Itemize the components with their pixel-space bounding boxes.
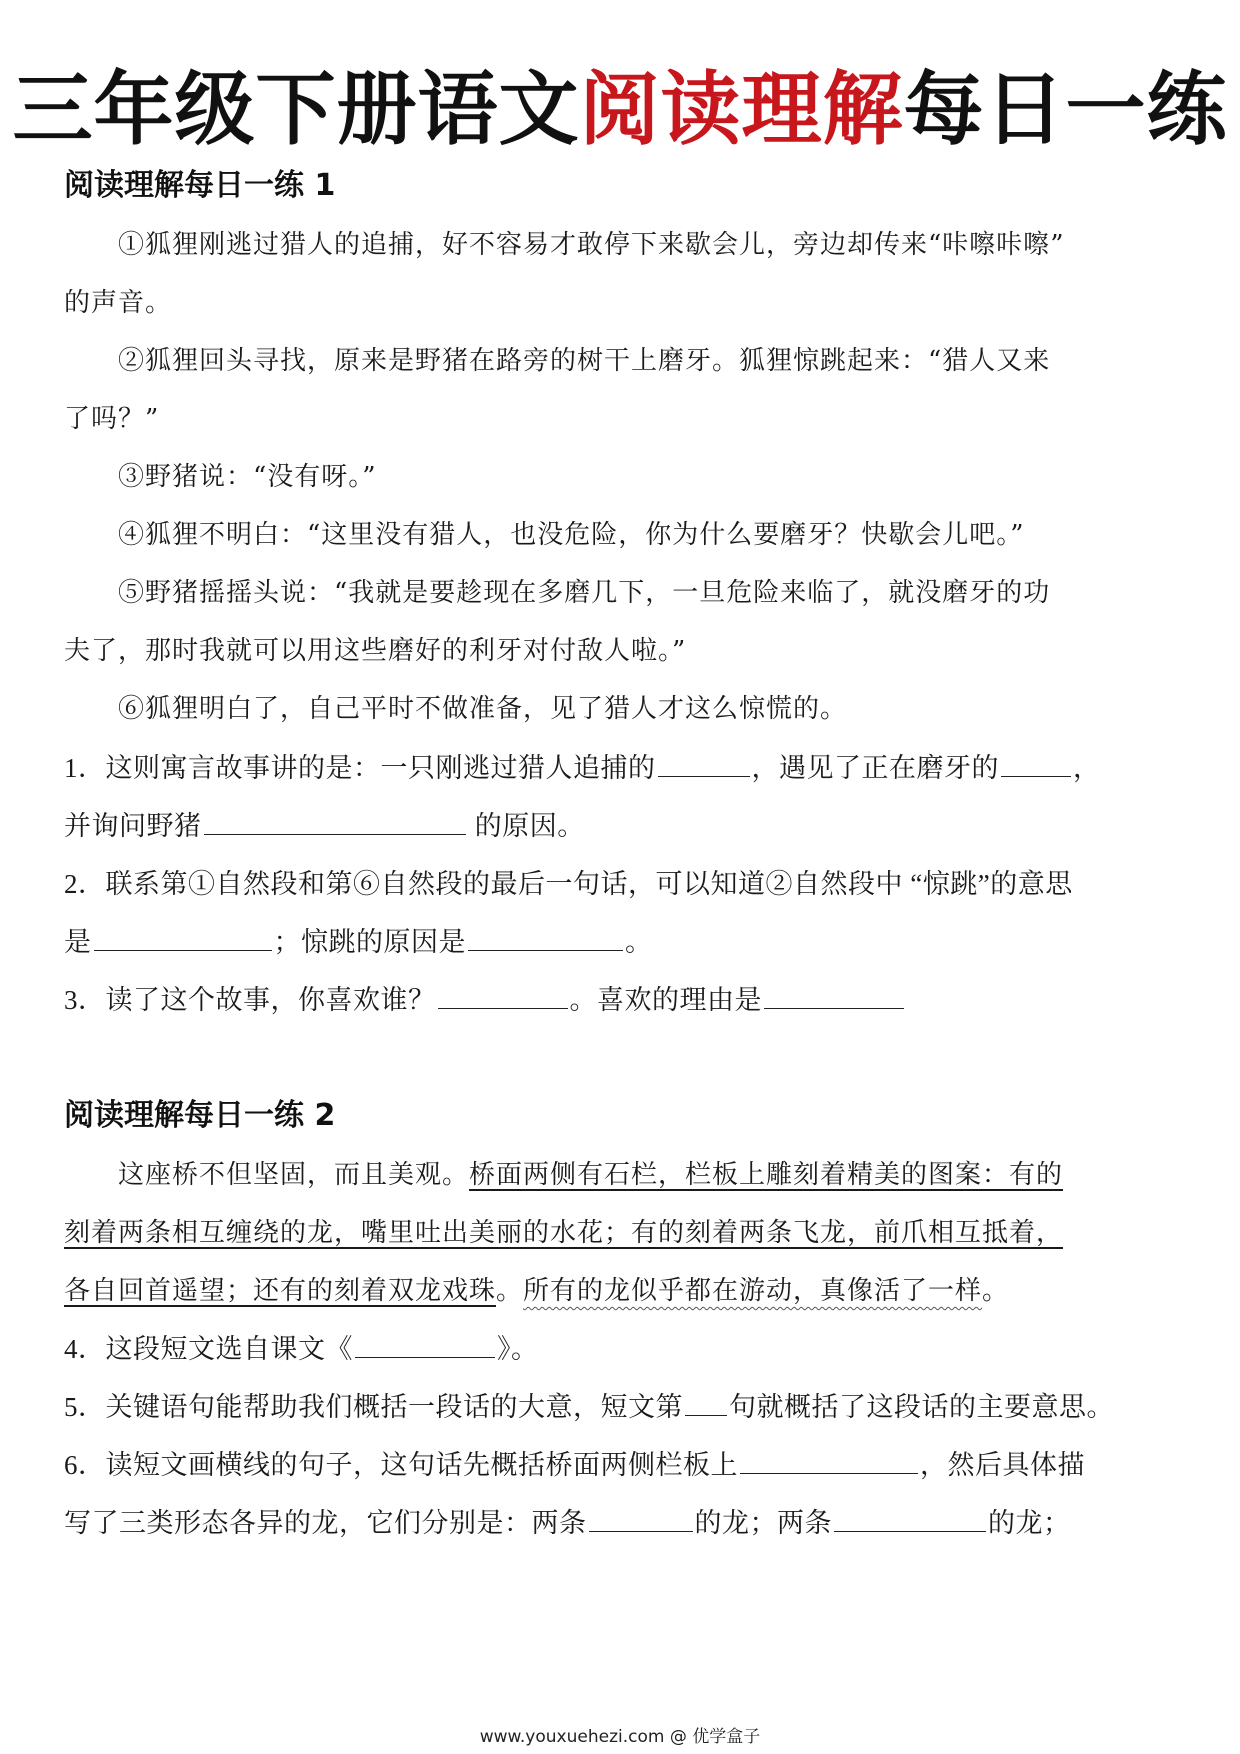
q2-blank-meaning[interactable] [94,922,272,951]
q6-text-e: 的龙； [988,1508,1071,1538]
q1-blank-reason[interactable] [204,806,466,835]
ex2-paragraph-line-3 [64,1271,1174,1311]
ex1-paragraph-3: ③野猪说：“没有呀。” [118,462,377,492]
ex2-wavy-sentence: 所有的龙似乎都在游动，真像活了一样 [523,1276,983,1306]
q1-text-d: 并询问野猪 [64,811,202,841]
ex2-underlined-sentence-1: 桥面两侧有石栏，栏板上雕刻着精美的图案：有的 [469,1160,1064,1190]
q1-text-c: ， [1073,753,1101,783]
q3-blank-why[interactable] [764,980,904,1009]
q2-text-c: ；惊跳的原因是 [273,927,466,957]
footer-watermark[interactable]: www.youxuehezi.com @ 优学盒子 [479,1727,761,1747]
ex2-period-2: 。 [982,1276,1010,1306]
question-5 [64,1387,1174,1427]
q1-blank-pig[interactable] [1001,748,1071,777]
question-3 [64,980,1174,1020]
ex2-text-plain: 这座桥不但坚固，而且美观。 [118,1160,470,1190]
ex1-paragraph-1a: ①狐狸刚逃过猎人的追捕，好不容易才敢停下来歇会儿，旁边却传来“咔嚓咔嚓” [118,230,1065,260]
exercise1-heading: 阅读理解每日一练 1 [64,168,336,203]
question-1-line-1 [64,748,1174,788]
q6-text-b: ，然后具体描 [920,1450,1085,1480]
ex2-paragraph-line-2 [64,1213,1174,1253]
question-4 [64,1329,1174,1369]
q5-text-b: 句就概括了这段话的主要意思。 [729,1392,1114,1422]
title-part-daily: 每日一练 [903,63,1228,156]
ex1-paragraph-6: ⑥狐狸明白了，自己平时不做准备，见了猎人才这么惊慌的。 [118,694,848,724]
q5-text-a: 5．关键语句能帮助我们概括一段话的大意，短文第 [64,1392,683,1422]
q5-blank-sentence-number[interactable] [685,1387,727,1416]
q6-text-d: 的龙；两条 [694,1508,832,1538]
exercise2-heading: 阅读理解每日一练 2 [64,1098,336,1133]
q3-blank-who[interactable] [438,980,568,1009]
q3-text-a: 3．读了这个故事，你喜欢谁？ [64,985,436,1015]
q6-blank-summary[interactable] [740,1445,918,1474]
ex2-paragraph-line-1 [118,1155,1174,1195]
ex1-paragraph-1b: 的声音。 [64,288,173,318]
ex2-underlined-sentence-3: 各自回首遥望；还有的刻着双龙戏珠 [64,1276,497,1306]
q2-text-d: 。 [625,927,653,957]
title-part-grade: 三年级下册语文 [12,63,580,156]
q6-text-c: 写了三类形态各异的龙，它们分别是：两条 [64,1508,587,1538]
q2-text-a: 2．联系第①自然段和第⑥自然段的最后一句话，可以知道②自然段中 “惊跳”的意思 [64,869,1073,899]
q3-text-b: 。喜欢的理由是 [569,985,762,1015]
question-2-line-1 [64,864,1174,904]
ex2-underlined-sentence-2: 刻着两条相互缠绕的龙，嘴里吐出美丽的水花；有的刻着两条飞龙，前爪相互抵着， [64,1218,1064,1248]
q1-text-a: 1．这则寓言故事讲的是：一只刚逃过猎人追捕的 [64,753,656,783]
ex1-paragraph-5a: ⑤野猪摇摇头说：“我就是要趁现在多磨几下，一旦危险来临了，就没磨牙的功 [118,578,1051,608]
q2-text-b: 是 [64,927,92,957]
question-6-line-1 [64,1445,1174,1485]
q4-text-a: 4．这段短文选自课文《 [64,1334,353,1364]
ex2-period-1: 。 [496,1276,524,1306]
q2-blank-cause[interactable] [468,922,623,951]
question-6-line-2 [64,1503,1174,1543]
ex1-paragraph-2b: 了吗？” [64,404,160,434]
q4-blank-title[interactable] [355,1329,495,1358]
q1-text-e: 的原因。 [467,811,585,841]
ex1-paragraph-5b: 夫了，那时我就可以用这些磨好的利牙对付敌人啦。” [64,636,687,666]
q6-blank-dragon-2[interactable] [834,1503,986,1532]
q4-text-b: 》。 [497,1334,539,1364]
q1-text-b: ，遇见了正在磨牙的 [751,753,999,783]
question-1-line-2 [64,806,1174,846]
q1-blank-animal[interactable] [658,748,750,777]
ex1-paragraph-2a: ②狐狸回头寻找，原来是野猪在路旁的树干上磨牙。狐狸惊跳起来：“猎人又来 [118,346,1051,376]
q6-text-a: 6．读短文画横线的句子，这句话先概括桥面两侧栏板上 [64,1450,738,1480]
title-part-reading: 阅读理解 [579,63,904,156]
q6-blank-dragon-1[interactable] [589,1503,693,1532]
ex1-paragraph-4: ④狐狸不明白：“这里没有猎人，也没危险，你为什么要磨牙？快歇会儿吧。” [118,520,1025,550]
question-2-line-2 [64,922,1174,962]
page-title [0,62,1240,158]
